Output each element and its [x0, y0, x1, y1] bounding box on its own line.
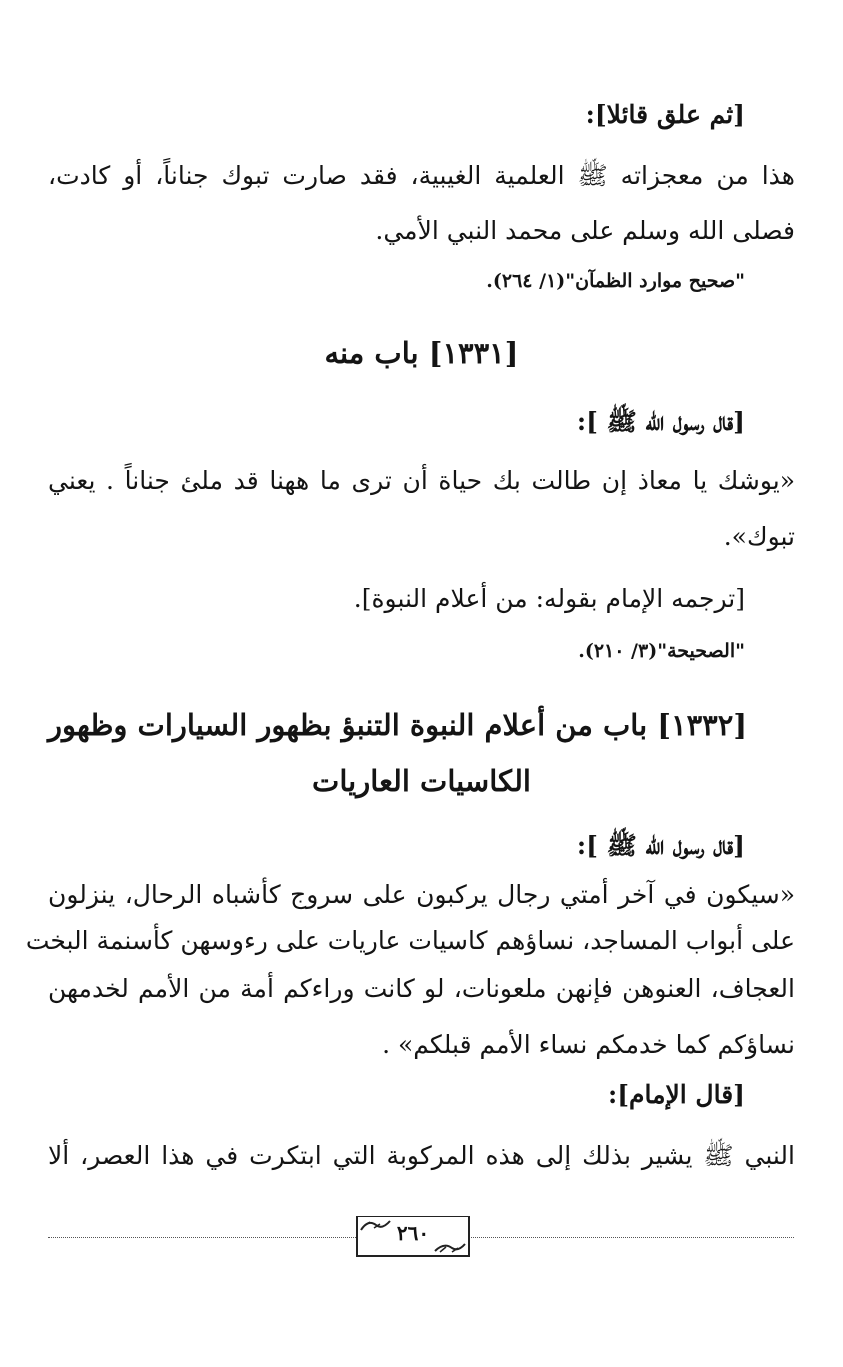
hadith-text-line: على أبواب المساجد، نساؤهم كاسيات عاريات على رءوسهن كأسنمة البخت	[25, 926, 795, 955]
footer-rule-left	[48, 1237, 356, 1238]
chapter-heading: [١٣٣١] باب منه	[324, 336, 519, 370]
page-number-frame	[356, 1216, 470, 1257]
hadith-text-line: تبوك».	[723, 522, 795, 551]
citation: "صحيح موارد الظمآن"(١/ ٢٦٤).	[486, 270, 745, 292]
page-number: ٢٦٠	[396, 1221, 430, 1245]
hadith-text-line: «سيكون في آخر أمتي رجال يركبون على سروج كأشباه الرحال، ينزلون	[48, 880, 795, 909]
paragraph-line: هذا من معجزاته ﷺ العلمية الغيبية، فقد صارت تبوك جناناً، أو كادت،	[48, 161, 795, 190]
paragraph-line: فصلى الله وسلم على محمد النبي الأمي.	[375, 216, 795, 245]
citation: "الصحيحة"(٣/ ٢١٠).	[578, 640, 745, 662]
commentary-line: النبي ﷺ يشير بذلك إلى هذه المركوبة التي ابتكرت في هذا العصر، ألا	[48, 1141, 795, 1170]
hadith-intro-label: [قال رسول الله ﷺ ]:	[576, 831, 745, 860]
hadith-intro-label: [قال رسول الله ﷺ ]:	[576, 407, 745, 436]
section-intro-label: [ثم علق قائلا]:	[585, 100, 745, 129]
imam-note: [ترجمه الإمام بقوله: من أعلام النبوة].	[353, 584, 745, 613]
imam-label: [قال الإمام]:	[607, 1080, 745, 1109]
hadith-text-line: «يوشك يا معاذ إن طالت بك حياة أن ترى ما ههنا قد ملئ جناناً . يعني	[48, 466, 795, 495]
chapter-heading: [١٣٣٢] باب من أعلام النبوة التنبؤ بظهور السيارات وظهور	[48, 708, 748, 742]
hadith-text-line: العجاف، العنوهن فإنهن ملعونات، لو كانت وراءكم أمة من الأمم لخدمهن	[48, 974, 795, 1003]
footer-rule-right	[466, 1237, 794, 1238]
hadith-text-line: نساؤكم كما خدمكم نساء الأمم قبلكم» .	[382, 1030, 795, 1059]
chapter-heading-continued: الكاسيات العاريات	[312, 764, 531, 798]
